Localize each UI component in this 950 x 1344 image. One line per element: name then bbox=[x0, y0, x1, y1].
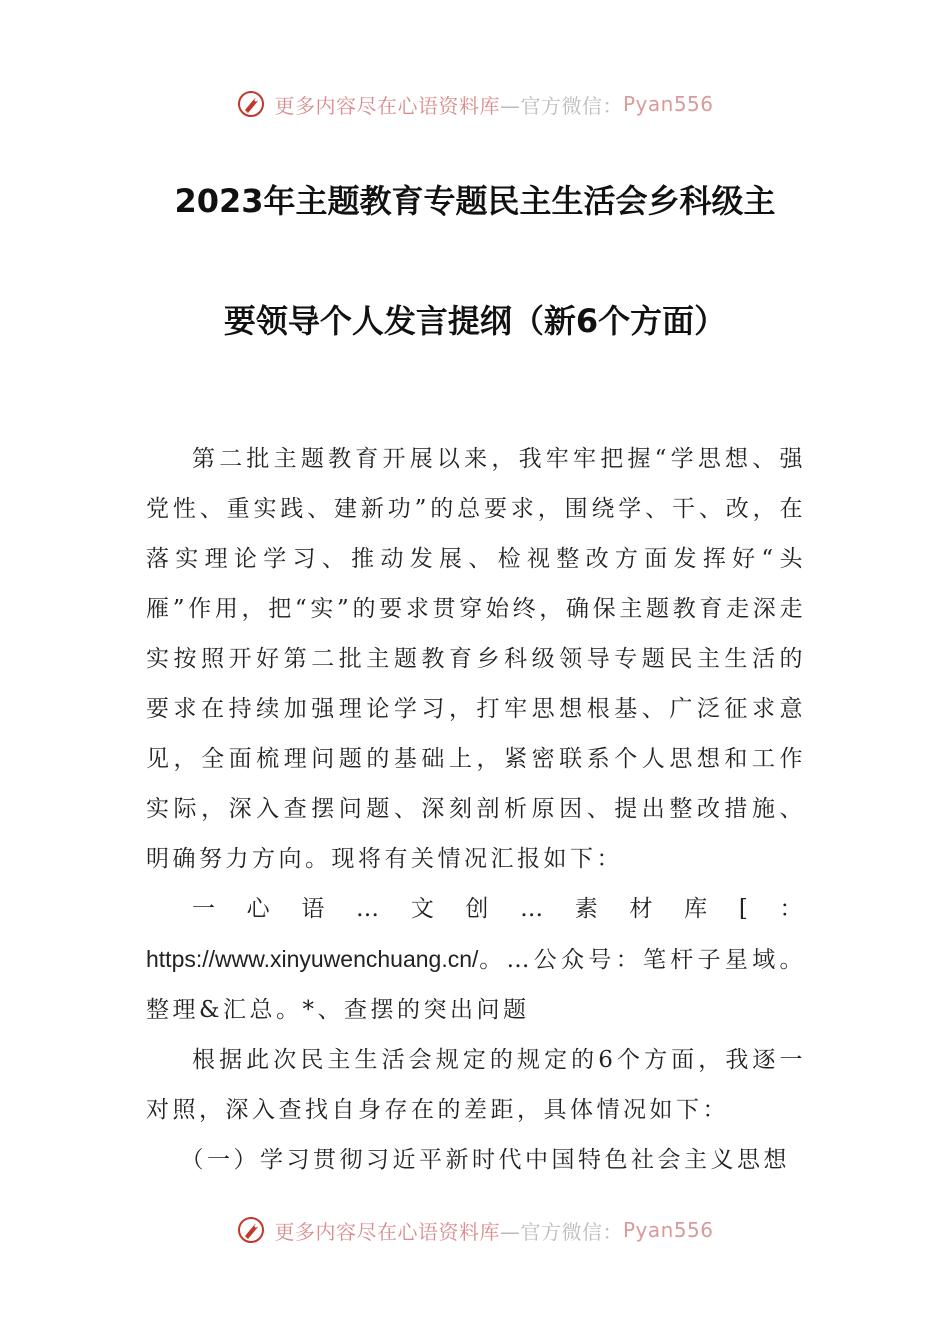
paragraph-six-aspects: 根据此次民主生活会规定的规定的6个方面，我逐一对照，深入查找自身存在的差距，具体情况如下： bbox=[146, 1047, 806, 1123]
paragraph-intro: 第二批主题教育开展以来，我牢牢把握“学思想、强党性、重实践、建新功”的总要求，围绕学、干、改，在落实理论学习、推动发展、检视整改方面发挥好“头雁”作用，把“实”的要求贯穿始终，确保主题教育走深走实按照开好第二批主题教育乡科级领导专题民主生活的要求在持续加强理论学习，打牢思想根基、广泛征求意见，全面梳理问题的基础上，紧密联系个人思想和工作实际，深入查摆问题、深刻剖析原因、提出整改措施、明确努力方向。现将有关情况汇报如下： bbox=[146, 446, 806, 872]
source-note-prefix: 一心语…文创…素材库[： bbox=[192, 896, 806, 922]
pen-nib-icon bbox=[236, 89, 266, 119]
header-watermark-banner bbox=[0, 84, 950, 124]
document-title-line2: 要领导个人发言提纲（新6个方面） bbox=[223, 302, 727, 340]
pen-nib-icon bbox=[236, 1215, 266, 1245]
document-body bbox=[146, 434, 806, 1185]
source-note-suffix: 。…公众号：笔杆子星域。整理&汇总。*、查摆的突出问题 bbox=[146, 947, 806, 1023]
banner-text-wechat-id: Pyan556 bbox=[622, 92, 714, 116]
section-heading-1: （一）学习贯彻习近平新时代中国特色社会主义思想 bbox=[180, 1147, 790, 1173]
footer-banner-text-separator: —官方微信： bbox=[499, 1219, 623, 1244]
footer-banner-text-main: 更多内容尽在心语资料库 bbox=[274, 1219, 500, 1244]
footer-watermark-banner bbox=[0, 1210, 950, 1250]
banner-text-separator: —官方微信： bbox=[499, 93, 623, 118]
paragraph-source-note bbox=[146, 884, 806, 1035]
document-title-line1: 2023年主题教育专题民主生活会乡科级主 bbox=[174, 182, 776, 220]
footer-banner-text-wechat-id: Pyan556 bbox=[622, 1218, 714, 1242]
banner-text-main: 更多内容尽在心语资料库 bbox=[274, 93, 500, 118]
source-url-link[interactable]: https://www.xinyuwenchuang.cn/ bbox=[146, 946, 479, 972]
